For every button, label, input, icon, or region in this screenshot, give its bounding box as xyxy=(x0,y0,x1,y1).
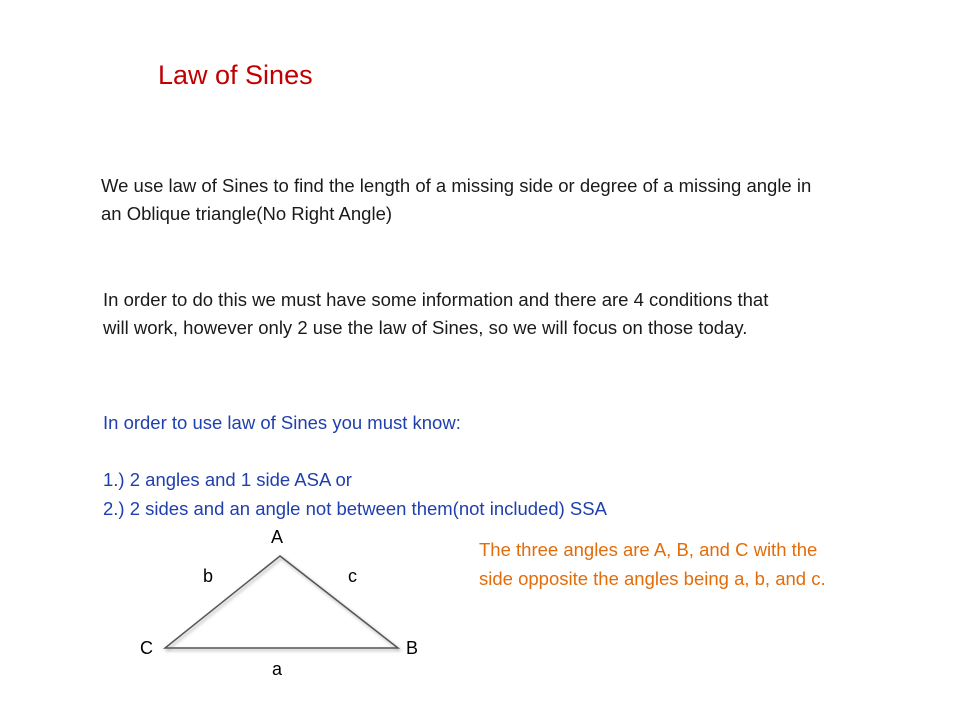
requirement-item-asa: 1.) 2 angles and 1 side ASA or xyxy=(103,469,352,490)
angles-note: The three angles are A, B, and C with the side opposite the angles being a, b, and c. xyxy=(479,539,826,589)
page-title: Law of Sines xyxy=(158,60,313,90)
side-label-a: a xyxy=(272,659,283,679)
requirements-heading: In order to use law of Sines you must know: xyxy=(103,412,461,433)
vertex-label-b: B xyxy=(406,638,419,658)
triangle-shape xyxy=(165,556,398,648)
side-label-c: c xyxy=(348,566,357,586)
requirement-item-ssa: 2.) 2 sides and an angle not between them(not included) SSA xyxy=(103,498,607,519)
vertex-label-c: C xyxy=(140,638,153,658)
vertex-label-a: A xyxy=(271,527,284,547)
conditions-paragraph: In order to do this we must have some information and there are 4 conditions that will work, however only 2 use the law of Sines, so we will focus on those today. xyxy=(103,289,769,338)
intro-paragraph: We use law of Sines to find the length of a missing side or degree of a missing angle in an Oblique triangle(No Right Angle) xyxy=(101,175,812,224)
side-label-b: b xyxy=(203,566,214,586)
